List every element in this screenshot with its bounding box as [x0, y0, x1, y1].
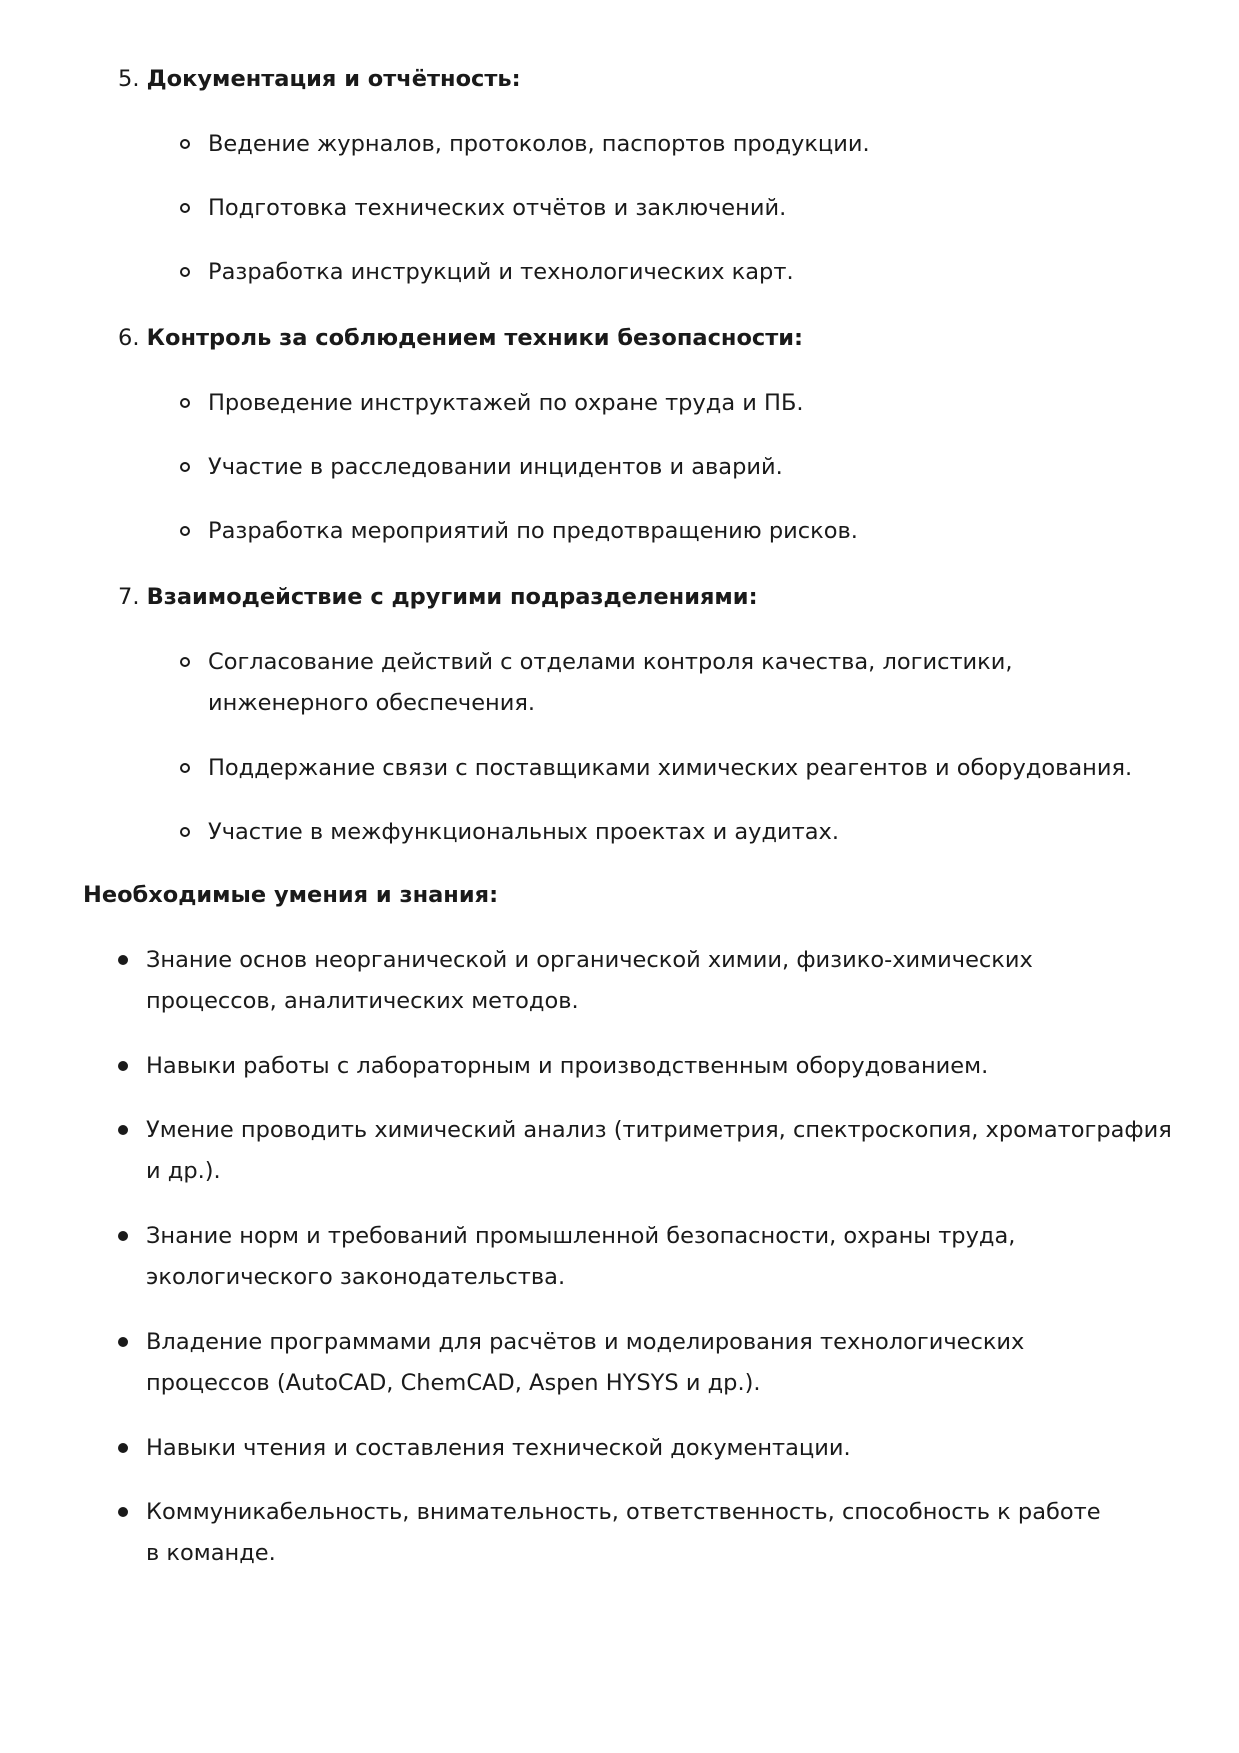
item-number: 5.: [118, 66, 140, 92]
numbered-item-7: [118, 582, 758, 612]
list-item: Участие в расследовании инцидентов и аварий.: [180, 447, 1140, 488]
hollow-circle-bullet-icon: [180, 267, 190, 277]
hollow-circle-bullet-icon: [180, 398, 190, 408]
hollow-circle-bullet-icon: [180, 526, 190, 536]
skills-heading: Необходимые умения и знания:: [83, 882, 499, 908]
item-title: Взаимодействие с другими подразделениями:: [146, 584, 758, 610]
hollow-circle-bullet-icon: [180, 657, 190, 667]
list-item: Разработка инструкций и технологических карт.: [180, 252, 1140, 293]
list-item: Коммуникабельность, внимательность, ответственность, способность к работе в команде.: [118, 1492, 1118, 1574]
hollow-circle-bullet-icon: [180, 763, 190, 773]
item-number: 7.: [118, 584, 140, 610]
list-item: Знание норм и требований промышленной безопасности, охраны труда, экологического законодательства.: [118, 1216, 1018, 1298]
filled-circle-bullet-icon: [118, 1337, 128, 1347]
list-item: Подготовка технических отчётов и заключений.: [180, 188, 1140, 229]
hollow-circle-bullet-icon: [180, 462, 190, 472]
list-item: Ведение журналов, протоколов, паспортов продукции.: [180, 124, 1080, 165]
item-title: Документация и отчётность:: [146, 66, 521, 92]
list-item: Участие в межфункциональных проектах и аудитах.: [180, 812, 1140, 853]
list-item: Разработка мероприятий по предотвращению рисков.: [180, 511, 1140, 552]
filled-circle-bullet-icon: [118, 1443, 128, 1453]
filled-circle-bullet-icon: [118, 1125, 128, 1135]
item-title: Контроль за соблюдением техники безопасности:: [146, 325, 804, 351]
list-item: Навыки работы с лабораторным и производственным оборудованием.: [118, 1046, 1178, 1087]
list-item: Владение программами для расчётов и моделирования технологических процессов (AutoCAD, ChemCAD, Aspen HYSYS и др.).: [118, 1322, 1148, 1404]
list-item: Проведение инструктажей по охране труда и ПБ.: [180, 383, 1140, 424]
filled-circle-bullet-icon: [118, 1231, 128, 1241]
list-item: Поддержание связи с поставщиками химических реагентов и оборудования.: [180, 748, 1180, 789]
filled-circle-bullet-icon: [118, 1507, 128, 1517]
item-number: 6.: [118, 325, 140, 351]
hollow-circle-bullet-icon: [180, 203, 190, 213]
numbered-item-6: [118, 323, 803, 353]
list-item: Навыки чтения и составления технической документации.: [118, 1428, 1178, 1469]
list-item: Знание основ неорганической и органической химии, физико-химических процессов, аналитических методов.: [118, 940, 1168, 1022]
list-item: Согласование действий с отделами контроля качества, логистики, инженерного обеспечения.: [180, 642, 1160, 724]
numbered-item-5: [118, 64, 521, 94]
filled-circle-bullet-icon: [118, 955, 128, 965]
hollow-circle-bullet-icon: [180, 139, 190, 149]
filled-circle-bullet-icon: [118, 1061, 128, 1071]
hollow-circle-bullet-icon: [180, 827, 190, 837]
list-item: Умение проводить химический анализ (титриметрия, спектроскопия, хроматография и др.).: [118, 1110, 1178, 1192]
